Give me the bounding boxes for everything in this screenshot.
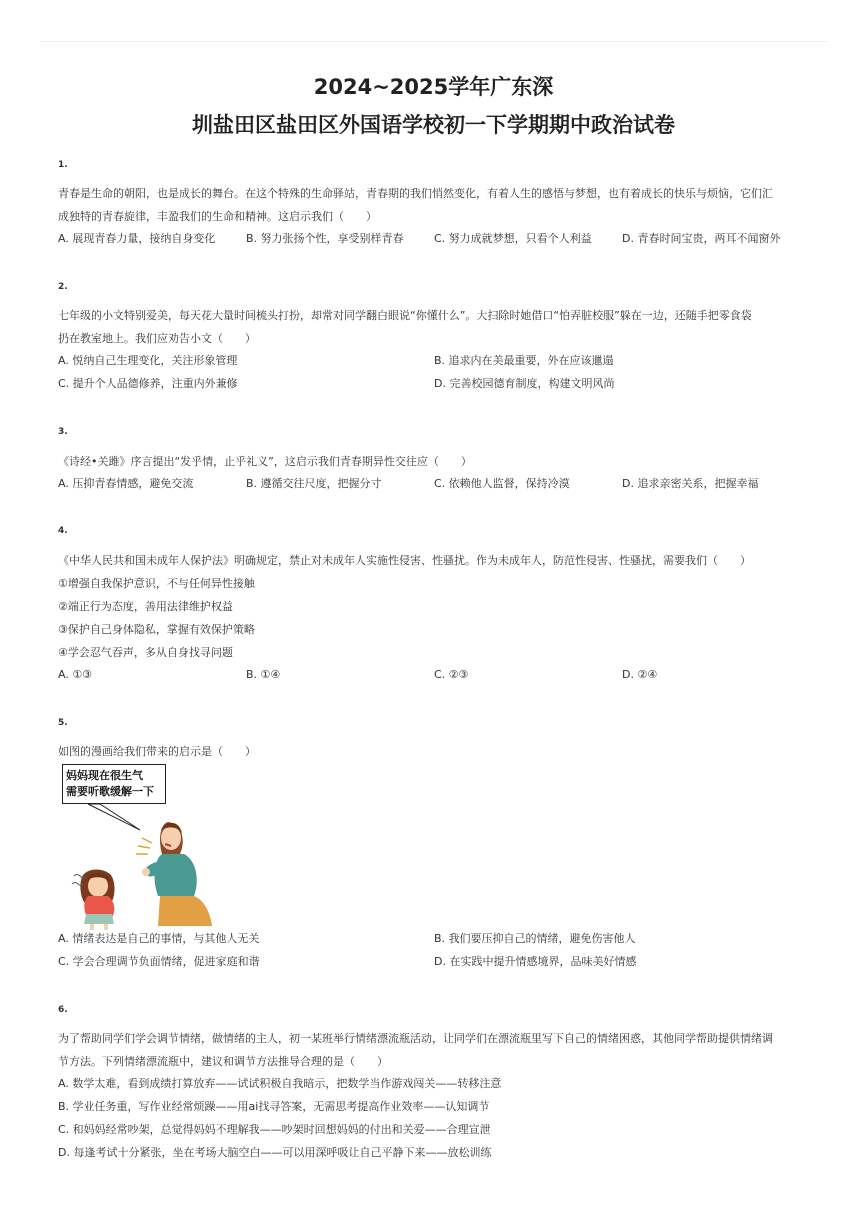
- question-2-option-b[interactable]: B. 追求内在美最重要，外在应该邋遢: [434, 354, 614, 367]
- question-5-stem: [58, 740, 808, 763]
- question-6-option-b[interactable]: B. 学业任务重，写作业经常烦躁——用ai找寻答案，无需思考提高作业效率——认知调节: [58, 1100, 490, 1113]
- question-2-number: 2.: [58, 282, 68, 292]
- statement-1: ①增强自我保护意识，不与任何异性接触: [58, 577, 255, 590]
- question-6-option-a[interactable]: A. 数学太难，看到成绩打算放弃——试试积极自我暗示，把数学当作游戏闯关——转移注意: [58, 1077, 502, 1090]
- question-1-option-b[interactable]: B. 努力张扬个性，享受别样青春: [246, 232, 404, 245]
- question-4-option-a[interactable]: A. ①③: [58, 668, 93, 681]
- question-2-option-d[interactable]: D. 完善校园德育制度，构建文明风尚: [434, 377, 615, 390]
- question-4-option-c[interactable]: C. ②③: [434, 668, 469, 681]
- question-4-option-d[interactable]: D. ②④: [622, 668, 658, 681]
- question-5-option-a[interactable]: A. 情绪表达是自己的事情，与其他人无关: [58, 932, 260, 945]
- top-divider: [40, 41, 827, 42]
- question-5-option-c[interactable]: C. 学会合理调节负面情绪，促进家庭和谐: [58, 955, 260, 968]
- question-6-number: 6.: [58, 1005, 68, 1015]
- question-3-option-a[interactable]: A. 压抑青春情感，避免交流: [58, 477, 194, 490]
- bubble-line-2: 需要听歌缓解一下: [66, 785, 154, 798]
- speech-bubble: [62, 764, 166, 804]
- question-4-stem: [58, 549, 808, 664]
- question-5-option-d[interactable]: D. 在实践中提升情感境界，品味美好情感: [434, 955, 637, 968]
- question-5-option-b[interactable]: B. 我们要压抑自己的情绪，避免伤害他人: [434, 932, 636, 945]
- anger-lines: [136, 838, 152, 854]
- stem-line: 青春是生命的朝阳，也是成长的舞台。在这个特殊的生命驿站，青春期的我们悄然变化，有着人生的感悟与梦想，也有着成长的快乐与烦恼，它们汇: [58, 187, 773, 200]
- question-4-option-b[interactable]: B. ①④: [246, 668, 281, 681]
- scared-child-figure: [80, 870, 114, 931]
- stem-line: 成独特的青春旋律，丰盈我们的生命和精神。这启示我们（ ）: [58, 210, 377, 223]
- stem-line: 为了帮助同学们学会调节情绪，做情绪的主人，初一某班举行情绪漂流瓶活动，让同学们在漂流瓶里写下自己的情绪困惑，其他同学帮助提供情绪调: [58, 1032, 773, 1045]
- question-1-option-a[interactable]: A. 展现青春力量，接纳自身变化: [58, 232, 216, 245]
- question-2-option-a[interactable]: A. 悦纳自己生理变化，关注形象管理: [58, 354, 238, 367]
- stem-line: 《诗经•关雎》序言提出“发乎情，止乎礼义”，这启示我们青春期异性交往应（ ）: [58, 455, 472, 468]
- question-6-option-d[interactable]: D. 每逢考试十分紧张，坐在考场大脑空白——可以用深呼吸让自己平静下来——放松训练: [58, 1146, 492, 1159]
- stem-line: 扔在教室地上。我们应劝告小文（ ）: [58, 332, 256, 345]
- statement-3: ③保护自己身体隐私，掌握有效保护策略: [58, 623, 255, 636]
- bubble-tail: [88, 804, 140, 830]
- question-2-option-c[interactable]: C. 提升个人品德修养，注重内外兼修: [58, 377, 238, 390]
- bubble-line-1: 妈妈现在很生气: [66, 769, 143, 782]
- question-6-option-c[interactable]: C. 和妈妈经常吵架，总觉得妈妈不理解我——吵架时回想妈妈的付出和关爱——合理宣泄: [58, 1123, 491, 1136]
- stem-line: 节方法。下列情绪漂流瓶中，建议和调节方法推导合理的是（ ）: [58, 1055, 388, 1068]
- question-1-option-c[interactable]: C. 努力成就梦想，只看个人利益: [434, 232, 592, 245]
- question-1-option-d[interactable]: D. 青春时间宝贵，两耳不闻窗外: [622, 232, 781, 245]
- question-6-stem: [58, 1027, 808, 1073]
- question-3-option-c[interactable]: C. 依赖他人监督，保持冷漠: [434, 477, 570, 490]
- statement-4: ④学会忍气吞声，多从自身找寻问题: [58, 646, 233, 659]
- question-3-stem: [58, 450, 808, 473]
- stem-line: 七年级的小文特别爱美，每天花大量时间梳头打扮，却常对同学翻白眼说“你懂什么”。大扫除时她借口“怕弄脏校服”躲在一边，还随手把零食袋: [58, 309, 752, 322]
- question-1-stem: [58, 182, 808, 228]
- question-4-number: 4.: [58, 526, 68, 536]
- page-title-line-2: 圳盐田区盐田区外国语学校初一下学期期中政治试卷: [192, 113, 675, 137]
- stem-line: 如图的漫画给我们带来的启示是（ ）: [58, 745, 256, 758]
- stem-line: 《中华人民共和国未成年人保护法》明确规定，禁止对未成年人实施性侵害、性骚扰。作为未成年人，防范性侵害、性骚扰，需要我们（ ）: [58, 554, 751, 567]
- question-3-option-d[interactable]: D. 追求亲密关系，把握幸福: [622, 477, 759, 490]
- angry-mother-figure: [142, 822, 212, 926]
- statement-2: ②端正行为态度，善用法律维护权益: [58, 600, 233, 613]
- question-5-number: 5.: [58, 718, 68, 728]
- question-3-number: 3.: [58, 427, 68, 437]
- question-3-option-b[interactable]: B. 遵循交往尺度，把握分寸: [246, 477, 382, 490]
- question-1-number: 1.: [58, 160, 68, 170]
- question-2-stem: [58, 304, 808, 350]
- page-title-line-1: 2024~2025学年广东深: [313, 75, 554, 99]
- cartoon-illustration: [70, 800, 230, 930]
